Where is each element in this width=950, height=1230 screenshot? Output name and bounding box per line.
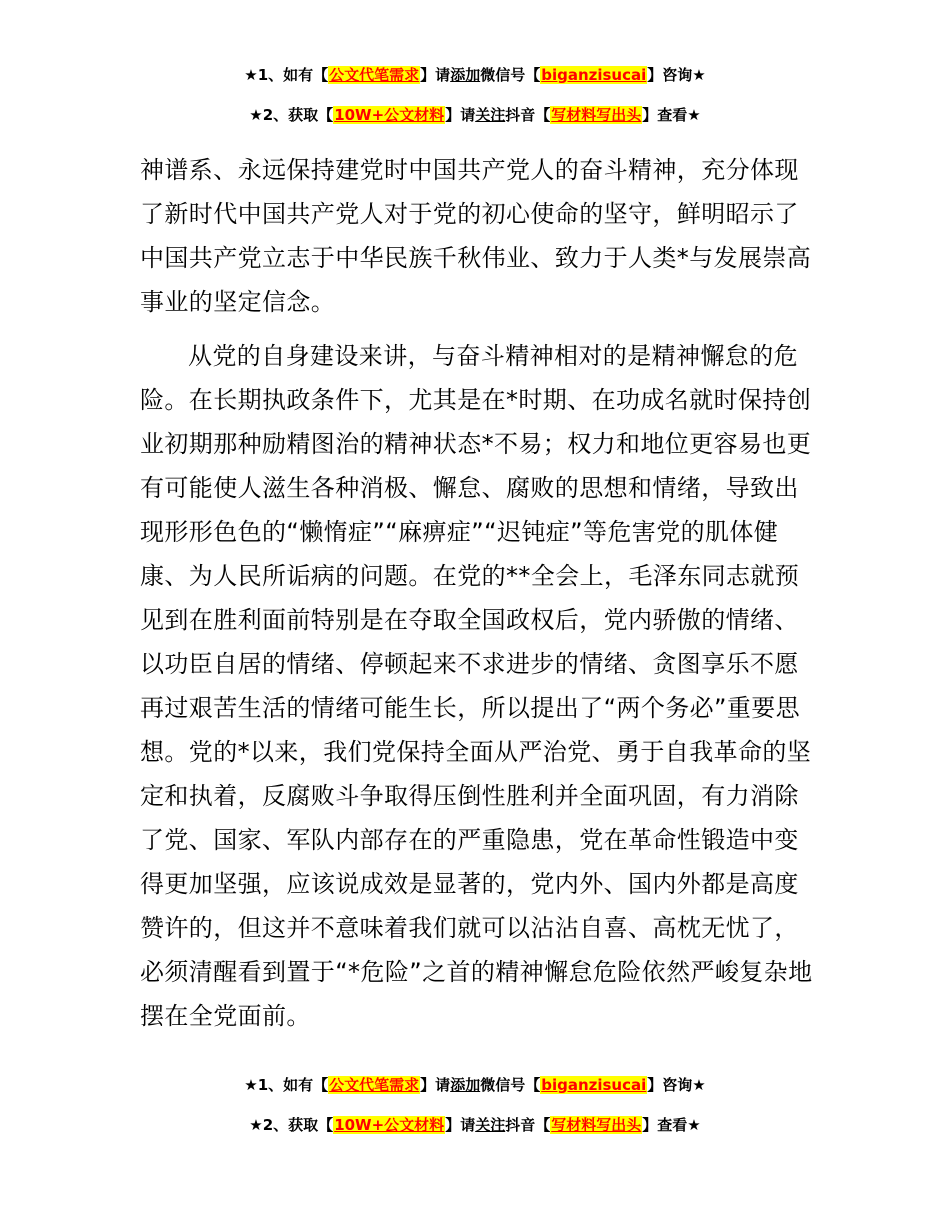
header-line2-prefix: ★2、获取【: [249, 106, 334, 124]
footer-line2-highlight-materials: 10W+公文材料: [334, 1116, 445, 1134]
header-line1-underlined: 添加: [450, 66, 481, 84]
header-line1-text-2: 微信号【: [480, 66, 541, 84]
body-paragraph-1: 神谱系、永远保持建党时中国共产党人的奋斗精神，充分体现了新时代中国共产党人对于党的初心使命的坚守，鲜明昭示了中国共产党立志于中华民族千秋伟业、致力于人类*与发展崇高事业的坚定信念。: [140, 156, 812, 316]
header-line2-text-2: 抖音【: [505, 106, 551, 124]
footer-line1-text-2: 微信号【: [480, 1076, 541, 1094]
footer-line2-text-2: 抖音【: [505, 1116, 551, 1134]
header-line2-highlight-materials: 10W+公文材料: [334, 106, 445, 124]
footer-ad-line-2: [0, 1114, 950, 1136]
footer-line1-highlight-wechat: biganzisucai: [541, 1076, 647, 1094]
footer-line2-highlight-douyin: 写材料写出头: [551, 1116, 642, 1134]
footer-line2-underlined: 关注: [475, 1116, 506, 1134]
header-line2-text: 】请: [445, 106, 476, 124]
footer-line1-underlined: 添加: [450, 1076, 481, 1094]
header-ad-line-2: [0, 104, 950, 126]
header-line1-text: 】请: [420, 66, 451, 84]
header-line1-suffix: 】咨询★: [647, 66, 706, 84]
footer-line1-text: 】请: [420, 1076, 451, 1094]
footer-line1-suffix: 】咨询★: [647, 1076, 706, 1094]
header-line2-highlight-douyin: 写材料写出头: [551, 106, 642, 124]
footer-ad-line-1: [0, 1074, 950, 1096]
header-line1-prefix: ★1、如有【: [244, 66, 329, 84]
header-ad-line-1: [0, 64, 950, 86]
header-line1-highlight-wechat: biganzisucai: [541, 66, 647, 84]
footer-line1-prefix: ★1、如有【: [244, 1076, 329, 1094]
header-banner: [0, 64, 950, 126]
document-body: [140, 148, 820, 1038]
footer-line2-prefix: ★2、获取【: [249, 1116, 334, 1134]
footer-line1-highlight-service: 公文代笔需求: [329, 1076, 420, 1094]
footer-line2-suffix: 】查看★: [642, 1116, 701, 1134]
body-paragraph-2: 从党的自身建设来讲，与奋斗精神相对的是精神懈怠的危险。在长期执政条件下，尤其是在*时期、在功成名就时保持创业初期那种励精图治的精神状态*不易；权力和地位更容易也更有可能使人滋生各种消极、懈怠、腐败的思想和情绪，导致出现形形色色的“懒惰症”“麻痹症”“迟钝症”等危害党的肌体健康、为人民所诟病的问题。在党的**全会上，毛泽东同志就预见到在胜利面前特别是在夺取全国政权后，党内骄傲的情绪、以功臣自居的情绪、停顿起来不求进步的情绪、贪图享乐不愿再过艰苦生活的情绪可能生长，所以提出了“两个务必”重要思想。党的*以来，我们党保持全面从严治党、勇于自我革命的坚定和执着，反腐败斗争取得压倒性胜利并全面巩固，有力消除了党、国家、军队内部存在的严重隐患，党在革命性锻造中变得更加坚强，应该说成效是显著的，党内外、国内外都是高度赞许的，但这并不意味着我们就可以沾沾自喜、高枕无忧了，必须清醒看到置于“*危险”之首的精神懈怠危险依然严峻复杂地摆在全党面前。: [140, 342, 813, 1030]
footer-line2-text: 】请: [445, 1116, 476, 1134]
footer-banner: [0, 1074, 950, 1136]
header-line2-underlined: 关注: [475, 106, 506, 124]
header-line2-suffix: 】查看★: [642, 106, 701, 124]
header-line1-highlight-service: 公文代笔需求: [329, 66, 420, 84]
